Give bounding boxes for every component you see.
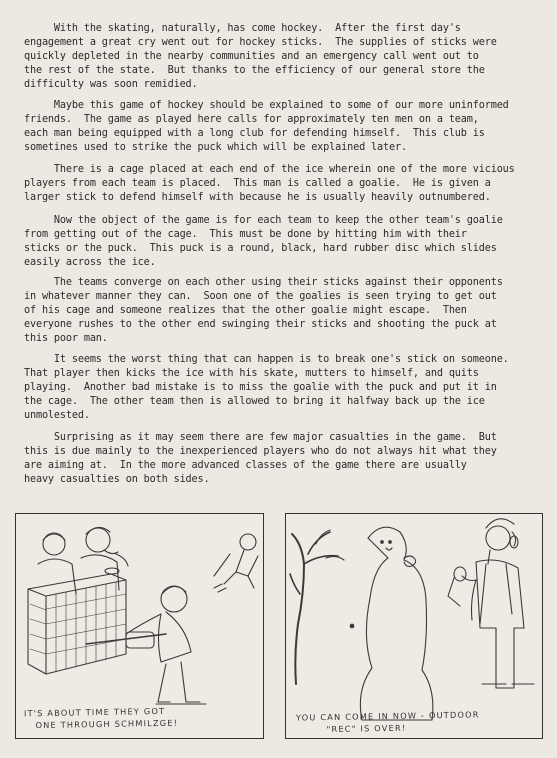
paragraph-goalie-cage: There is a cage placed at each end of the ice wherein one of the more vicious players from each team is placed. This man is called a goalie. He is given a larger stick to defend himself with because he is usually heavily outnumbered. bbox=[24, 164, 515, 203]
paragraph-game-explained: Maybe this game of hockey should be explained to some of our more uninformed friends. The game as played here calls for approximately ten men on a team, each man being equipped with a long club for defending himself. This club is sometines used to strike the puck which will be explained later. bbox=[24, 100, 509, 153]
cartoon-panel-hockey bbox=[15, 513, 264, 739]
cartoon-panel-snowman bbox=[285, 513, 543, 739]
paragraph-object-of-game: Now the object of the game is for each team to keep the other team's goalie from getting out of the cage. This must be done by hitting him with their sticks or the puck. This puck is a round, black, hard rubber disc which slides easily across the ice. bbox=[24, 215, 503, 268]
paragraph-hockey-intro: With the skating, naturally, has come hockey. After the first day's engagement a great cry went out for hockey sticks. The supplies of sticks were quickly depleted in the nearby communities and an emergency call went out to the rest of the state. But thanks to the efficiency of our general store the difficulty was soon remidied. bbox=[24, 23, 497, 90]
cartoon-caption-left: IT'S ABOUT TIME THEY GOT ONE THROUGH SCHMILZGE! bbox=[23, 705, 179, 731]
cartoon-caption-right: YOU CAN COME IN NOW - OUTDOOR "REC" IS OVER! bbox=[295, 709, 480, 735]
paragraph-casualties: Surprising as it may seem there are few major casualties in the game. But this is due mainly to the inexperienced players who do not always hit what they are aiming at. In the more advanced classes of the game there are usually heavy casualties on both sides. bbox=[24, 432, 497, 485]
snowman-cartoon-drawing bbox=[286, 514, 542, 738]
paragraph-worst-thing: It seems the worst thing that can happen is to break one's stick on someone. That player then kicks the ice with his skate, mutters to himself, and quits playing. Another bad mistake is to miss the goalie with the puck and put it in the cage. The other team then is allowed to bring it halfway back up the ice unmolested. bbox=[24, 354, 509, 421]
paragraph-teams-converge: The teams converge on each other using their sticks against their opponents in whatever manner they can. Soon one of the goalies is seen trying to get out of his cage and someone realizes that the other goalie might escape. Then everyone rushes to the other end swinging their sticks and shooting the puck at this poor man. bbox=[24, 277, 503, 344]
